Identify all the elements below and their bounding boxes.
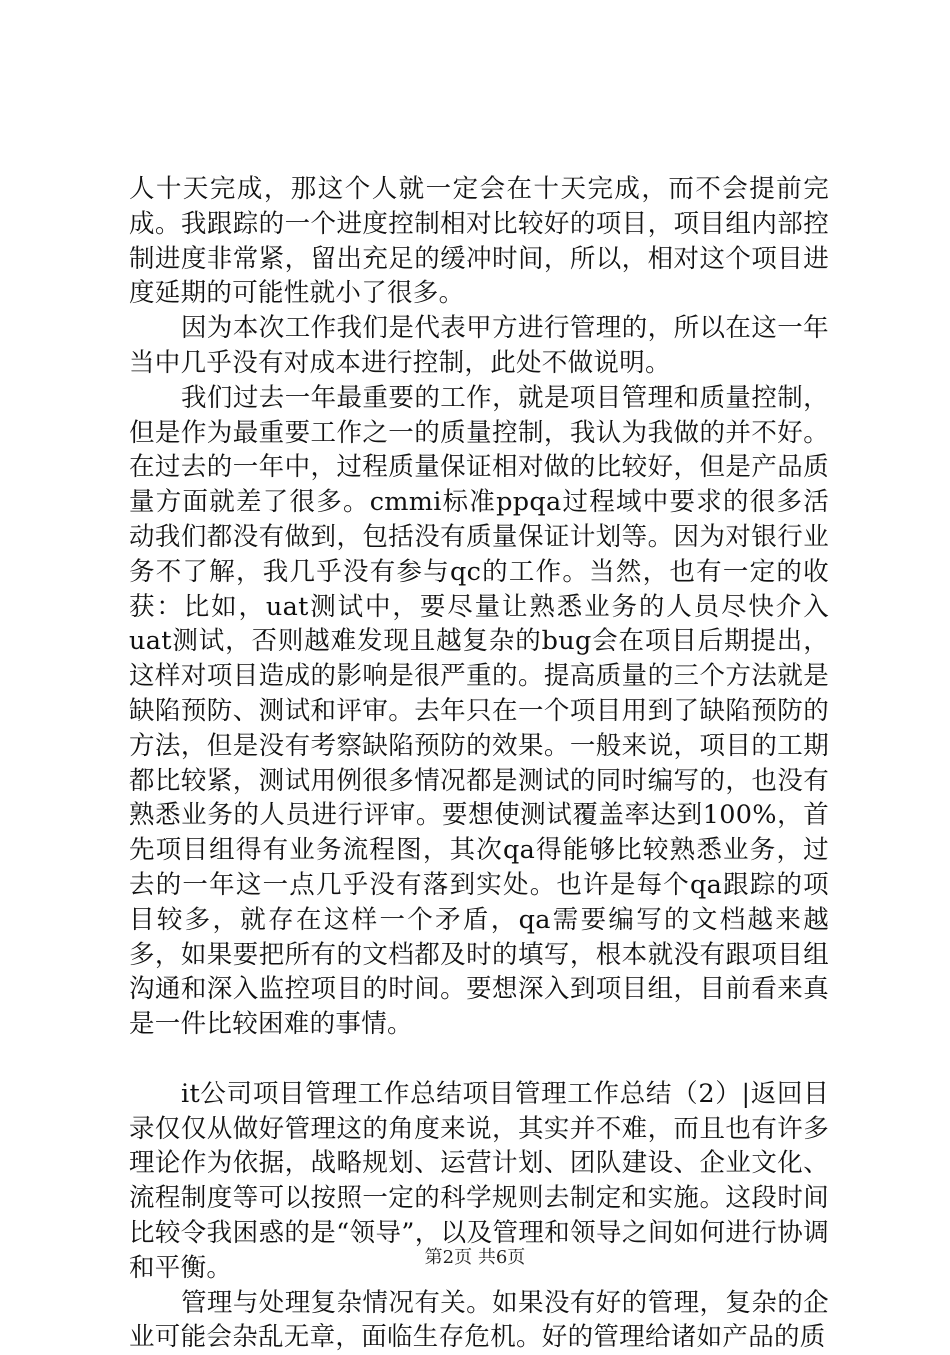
paragraph-5: 管理与处理复杂情况有关。如果没有好的管理，复杂的企业可能会杂乱无章，面临生存危机。好的管理给诸如产品的质 xyxy=(129,1286,829,1355)
paragraph-4: it公司项目管理工作总结项目管理工作总结（2）|返回目录仅仅从做好管理这的角度来说，其实并不难，而且也有许多理论作为依据，战略规划、运营计划、团队建设、企业文化、流程制度等可以按照一定的科学规则去制定和实施。这段时间比较令我困惑的是“领导”，以及管理和领导之间如何进行协调和平衡。 xyxy=(129,1077,829,1286)
paragraph-3: 我们过去一年最重要的工作，就是项目管理和质量控制，但是作为最重要工作之一的质量控制，我认为我做的并不好。在过去的一年中，过程质量保证相对做的比较好，但是产品质量方面就差了很多。cmmi标准ppqa过程域中要求的很多活动我们都没有做到，包括没有质量保证计划等。因为对银行业务不了解，我几乎没有参与qc的工作。当然，也有一定的收获：比如，uat测试中，要尽量让熟悉业务的人员尽快介入uat测试，否则越难发现且越复杂的bug会在项目后期提出，这样对项目造成的影响是很严重的。提高质量的三个方法就是缺陷预防、测试和评审。去年只在一个项目用到了缺陷预防的方法，但是没有考察缺陷预防的效果。一般来说，项目的工期都比较紧，测试用例很多情况都是测试的同时编写的，也没有熟悉业务的人员进行评审。要想使测试覆盖率达到100%，首先项目组得有业务流程图，其次qa得能够比较熟悉业务，过去的一年这一点几乎没有落到实处。也许是每个qa跟踪的项目较多，就存在这样一个矛盾，qa需要编写的文档越来越多，如果要把所有的文档都及时的填写，根本就没有跟项目组沟通和深入监控项目的时间。要想深入到项目组，目前看来真是一件比较困难的事情。 xyxy=(129,381,829,1042)
paragraph-1: 人十天完成，那这个人就一定会在十天完成，而不会提前完成。我跟踪的一个进度控制相对比较好的项目，项目组内部控制进度非常紧，留出充足的缓冲时间，所以，相对这个项目进度延期的可能性就小了很多。 xyxy=(129,172,829,311)
document-body xyxy=(129,172,829,1355)
paragraph-2: 因为本次工作我们是代表甲方进行管理的，所以在这一年当中几乎没有对成本进行控制，此处不做说明。 xyxy=(129,311,829,381)
page-number-label: 第2页 共6页 xyxy=(425,1247,526,1268)
page-footer xyxy=(0,1243,950,1269)
